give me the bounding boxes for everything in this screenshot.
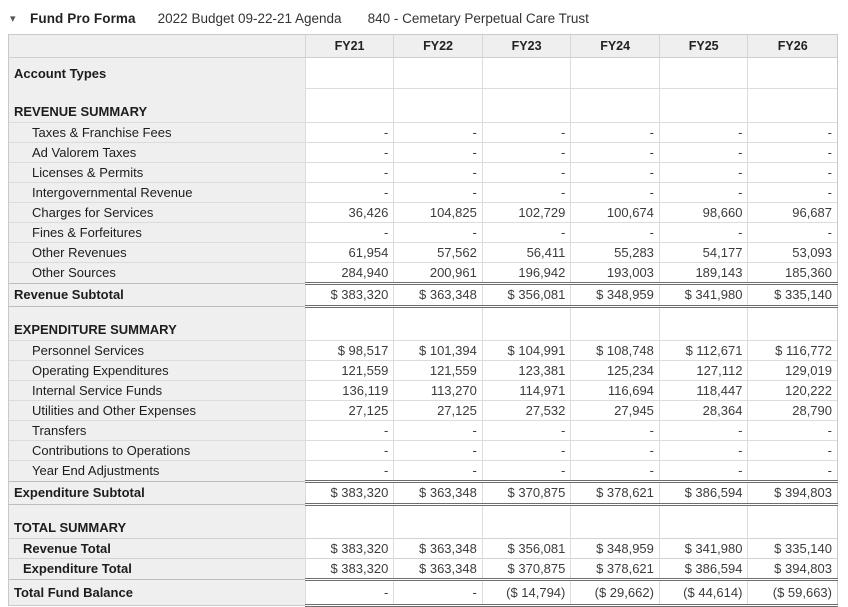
cell-fy26: -	[748, 222, 838, 242]
cell-fy23	[482, 504, 571, 538]
cell-fy26: -	[748, 122, 838, 142]
cell-fy21	[305, 89, 394, 123]
cell-fy22: -	[394, 222, 483, 242]
cell-fy22: $ 363,348	[394, 283, 483, 306]
cell-fy24	[571, 306, 660, 340]
row-label: TOTAL SUMMARY	[9, 504, 306, 538]
cell-fy26: $ 116,772	[748, 340, 838, 360]
table-row	[9, 579, 838, 605]
cell-fy26: 53,093	[748, 242, 838, 262]
cell-fy21: 121,559	[305, 360, 394, 380]
cell-fy23: 27,532	[482, 400, 571, 420]
cell-fy23	[482, 58, 571, 89]
cell-fy25: 28,364	[659, 400, 748, 420]
cell-fy21: 27,125	[305, 400, 394, 420]
cell-fy26	[748, 58, 838, 89]
cell-fy23: -	[482, 142, 571, 162]
row-label: Revenue Subtotal	[9, 283, 306, 306]
cell-fy24: -	[571, 222, 660, 242]
cell-fy23: 56,411	[482, 242, 571, 262]
table-row	[9, 400, 838, 420]
cell-fy26: -	[748, 182, 838, 202]
cell-fy22	[394, 58, 483, 89]
row-label: Account Types	[9, 58, 306, 89]
column-header-fy21: FY21	[305, 35, 394, 58]
table-row	[9, 380, 838, 400]
row-label: Internal Service Funds	[9, 380, 306, 400]
cell-fy21	[305, 58, 394, 89]
table-row	[9, 360, 838, 380]
cell-fy22: -	[394, 182, 483, 202]
cell-fy22: 104,825	[394, 202, 483, 222]
cell-fy21: -	[305, 182, 394, 202]
row-label: Ad Valorem Taxes	[9, 142, 306, 162]
cell-fy22: $ 101,394	[394, 340, 483, 360]
cell-fy24: ($ 29,662)	[571, 579, 660, 605]
collapse-arrow-icon[interactable]: ▾	[10, 12, 16, 25]
table-row	[9, 538, 838, 558]
cell-fy25: -	[659, 162, 748, 182]
cell-fy22	[394, 89, 483, 123]
row-label: Transfers	[9, 420, 306, 440]
row-label: Other Revenues	[9, 242, 306, 262]
cell-fy23: ($ 14,794)	[482, 579, 571, 605]
cell-fy22: -	[394, 440, 483, 460]
cell-fy23: -	[482, 122, 571, 142]
cell-fy21: -	[305, 440, 394, 460]
cell-fy24: $ 378,621	[571, 481, 660, 504]
table-row	[9, 142, 838, 162]
row-label: Charges for Services	[9, 202, 306, 222]
cell-fy22: -	[394, 162, 483, 182]
cell-fy23	[482, 306, 571, 340]
cell-fy22: -	[394, 122, 483, 142]
cell-fy26: $ 335,140	[748, 283, 838, 306]
cell-fy25: 118,447	[659, 380, 748, 400]
table-row	[9, 504, 838, 538]
cell-fy25: -	[659, 420, 748, 440]
cell-fy24: -	[571, 440, 660, 460]
cell-fy22: $ 363,348	[394, 538, 483, 558]
cell-fy23: -	[482, 182, 571, 202]
cell-fy24: $ 108,748	[571, 340, 660, 360]
row-label: Expenditure Subtotal	[9, 481, 306, 504]
cell-fy21: $ 383,320	[305, 558, 394, 579]
cell-fy24: -	[571, 122, 660, 142]
cell-fy25: ($ 44,614)	[659, 579, 748, 605]
column-header-fy23: FY23	[482, 35, 571, 58]
cell-fy21: $ 383,320	[305, 538, 394, 558]
cell-fy26: ($ 59,663)	[748, 579, 838, 605]
cell-fy25: $ 341,980	[659, 538, 748, 558]
cell-fy23: 114,971	[482, 380, 571, 400]
table-row	[9, 283, 838, 306]
cell-fy23: -	[482, 440, 571, 460]
cell-fy21: -	[305, 420, 394, 440]
cell-fy25: 189,143	[659, 262, 748, 283]
cell-fy21: -	[305, 162, 394, 182]
cell-fy26	[748, 504, 838, 538]
table-row	[9, 481, 838, 504]
cell-fy23: -	[482, 222, 571, 242]
row-label: Operating Expenditures	[9, 360, 306, 380]
table-row	[9, 222, 838, 242]
table-row	[9, 558, 838, 579]
table-row	[9, 306, 838, 340]
cell-fy25: 127,112	[659, 360, 748, 380]
column-header-fy26: FY26	[748, 35, 838, 58]
cell-fy24: -	[571, 142, 660, 162]
cell-fy24: $ 348,959	[571, 538, 660, 558]
cell-fy22: 200,961	[394, 262, 483, 283]
cell-fy23	[482, 89, 571, 123]
cell-fy26: $ 394,803	[748, 558, 838, 579]
cell-fy21: 61,954	[305, 242, 394, 262]
cell-fy21: -	[305, 579, 394, 605]
cell-fy26: 185,360	[748, 262, 838, 283]
row-label: Other Sources	[9, 262, 306, 283]
cell-fy23: -	[482, 460, 571, 481]
cell-fy26: -	[748, 440, 838, 460]
table-row	[9, 440, 838, 460]
cell-fy21: $ 383,320	[305, 481, 394, 504]
cell-fy21: -	[305, 142, 394, 162]
fund-selector-label: 840 - Cemetary Perpetual Care Trust	[367, 10, 589, 26]
row-label: Utilities and Other Expenses	[9, 400, 306, 420]
cell-fy22: -	[394, 460, 483, 481]
cell-fy21: 136,119	[305, 380, 394, 400]
cell-fy25: $ 341,980	[659, 283, 748, 306]
cell-fy23: 123,381	[482, 360, 571, 380]
cell-fy26: $ 394,803	[748, 481, 838, 504]
row-label: Taxes & Franchise Fees	[9, 122, 306, 142]
cell-fy23: -	[482, 162, 571, 182]
cell-fy26: $ 335,140	[748, 538, 838, 558]
cell-fy24	[571, 504, 660, 538]
cell-fy25	[659, 58, 748, 89]
cell-fy26: 28,790	[748, 400, 838, 420]
cell-fy25	[659, 89, 748, 123]
cell-fy26	[748, 89, 838, 123]
row-label: Revenue Total	[9, 538, 306, 558]
cell-fy24: 100,674	[571, 202, 660, 222]
row-label: Fines & Forfeitures	[9, 222, 306, 242]
row-label: EXPENDITURE SUMMARY	[9, 306, 306, 340]
cell-fy23: $ 356,081	[482, 283, 571, 306]
cell-fy26	[748, 306, 838, 340]
cell-fy21: -	[305, 222, 394, 242]
table-row	[9, 202, 838, 222]
cell-fy24: -	[571, 162, 660, 182]
column-header-fy25: FY25	[659, 35, 748, 58]
cell-fy23: 196,942	[482, 262, 571, 283]
cell-fy25: 54,177	[659, 242, 748, 262]
table-body	[9, 58, 838, 606]
cell-fy22: -	[394, 142, 483, 162]
cell-fy26: -	[748, 142, 838, 162]
cell-fy24: 27,945	[571, 400, 660, 420]
cell-fy23: 102,729	[482, 202, 571, 222]
table-row	[9, 340, 838, 360]
cell-fy21	[305, 504, 394, 538]
cell-fy25: -	[659, 460, 748, 481]
cell-fy25: -	[659, 222, 748, 242]
cell-fy25: -	[659, 182, 748, 202]
cell-fy23: $ 370,875	[482, 481, 571, 504]
column-header-fy22: FY22	[394, 35, 483, 58]
pro-forma-table	[8, 34, 838, 607]
column-header-row	[9, 35, 838, 58]
cell-fy25: $ 386,594	[659, 558, 748, 579]
cell-fy25: $ 112,671	[659, 340, 748, 360]
row-label: Licenses & Permits	[9, 162, 306, 182]
row-label: Total Fund Balance	[9, 579, 306, 605]
cell-fy26: 129,019	[748, 360, 838, 380]
cell-fy24: $ 348,959	[571, 283, 660, 306]
cell-fy26: -	[748, 162, 838, 182]
cell-fy23: -	[482, 420, 571, 440]
cell-fy25	[659, 306, 748, 340]
cell-fy26: 120,222	[748, 380, 838, 400]
row-label: Expenditure Total	[9, 558, 306, 579]
cell-fy24: 125,234	[571, 360, 660, 380]
table-row	[9, 242, 838, 262]
table-row	[9, 122, 838, 142]
table-row	[9, 420, 838, 440]
cell-fy25: -	[659, 122, 748, 142]
row-label: REVENUE SUMMARY	[9, 89, 306, 123]
row-label: Contributions to Operations	[9, 440, 306, 460]
cell-fy26: -	[748, 420, 838, 440]
cell-fy23: $ 370,875	[482, 558, 571, 579]
table-row	[9, 460, 838, 481]
cell-fy21: $ 98,517	[305, 340, 394, 360]
table-row	[9, 162, 838, 182]
cell-fy24: 193,003	[571, 262, 660, 283]
table-row	[9, 89, 838, 123]
cell-fy23: $ 104,991	[482, 340, 571, 360]
corner-cell	[9, 35, 306, 58]
column-header-fy24: FY24	[571, 35, 660, 58]
cell-fy21: $ 383,320	[305, 283, 394, 306]
cell-fy24: -	[571, 460, 660, 481]
row-label: Personnel Services	[9, 340, 306, 360]
cell-fy22	[394, 504, 483, 538]
cell-fy22: -	[394, 579, 483, 605]
cell-fy24	[571, 58, 660, 89]
cell-fy24: -	[571, 420, 660, 440]
cell-fy21: -	[305, 460, 394, 481]
cell-fy21: -	[305, 122, 394, 142]
cell-fy22: 121,559	[394, 360, 483, 380]
cell-fy24	[571, 89, 660, 123]
cell-fy22	[394, 306, 483, 340]
cell-fy24: 116,694	[571, 380, 660, 400]
cell-fy23: $ 356,081	[482, 538, 571, 558]
cell-fy25: -	[659, 440, 748, 460]
cell-fy22: 27,125	[394, 400, 483, 420]
cell-fy25	[659, 504, 748, 538]
cell-fy22: -	[394, 420, 483, 440]
table-row	[9, 58, 838, 89]
cell-fy21: 284,940	[305, 262, 394, 283]
row-label: Intergovernmental Revenue	[9, 182, 306, 202]
table-row	[9, 262, 838, 283]
cell-fy26: 96,687	[748, 202, 838, 222]
cell-fy22: $ 363,348	[394, 481, 483, 504]
budget-selector-label: 2022 Budget 09-22-21 Agenda	[157, 10, 342, 26]
page-title: Fund Pro Forma	[30, 10, 136, 26]
titlebar	[0, 0, 848, 30]
cell-fy25: -	[659, 142, 748, 162]
cell-fy21	[305, 306, 394, 340]
cell-fy24: $ 378,621	[571, 558, 660, 579]
cell-fy24: 55,283	[571, 242, 660, 262]
cell-fy21: 36,426	[305, 202, 394, 222]
cell-fy26: -	[748, 460, 838, 481]
table-row	[9, 182, 838, 202]
cell-fy25: 98,660	[659, 202, 748, 222]
cell-fy24: -	[571, 182, 660, 202]
cell-fy25: $ 386,594	[659, 481, 748, 504]
cell-fy22: 113,270	[394, 380, 483, 400]
row-label: Year End Adjustments	[9, 460, 306, 481]
cell-fy22: $ 363,348	[394, 558, 483, 579]
cell-fy22: 57,562	[394, 242, 483, 262]
